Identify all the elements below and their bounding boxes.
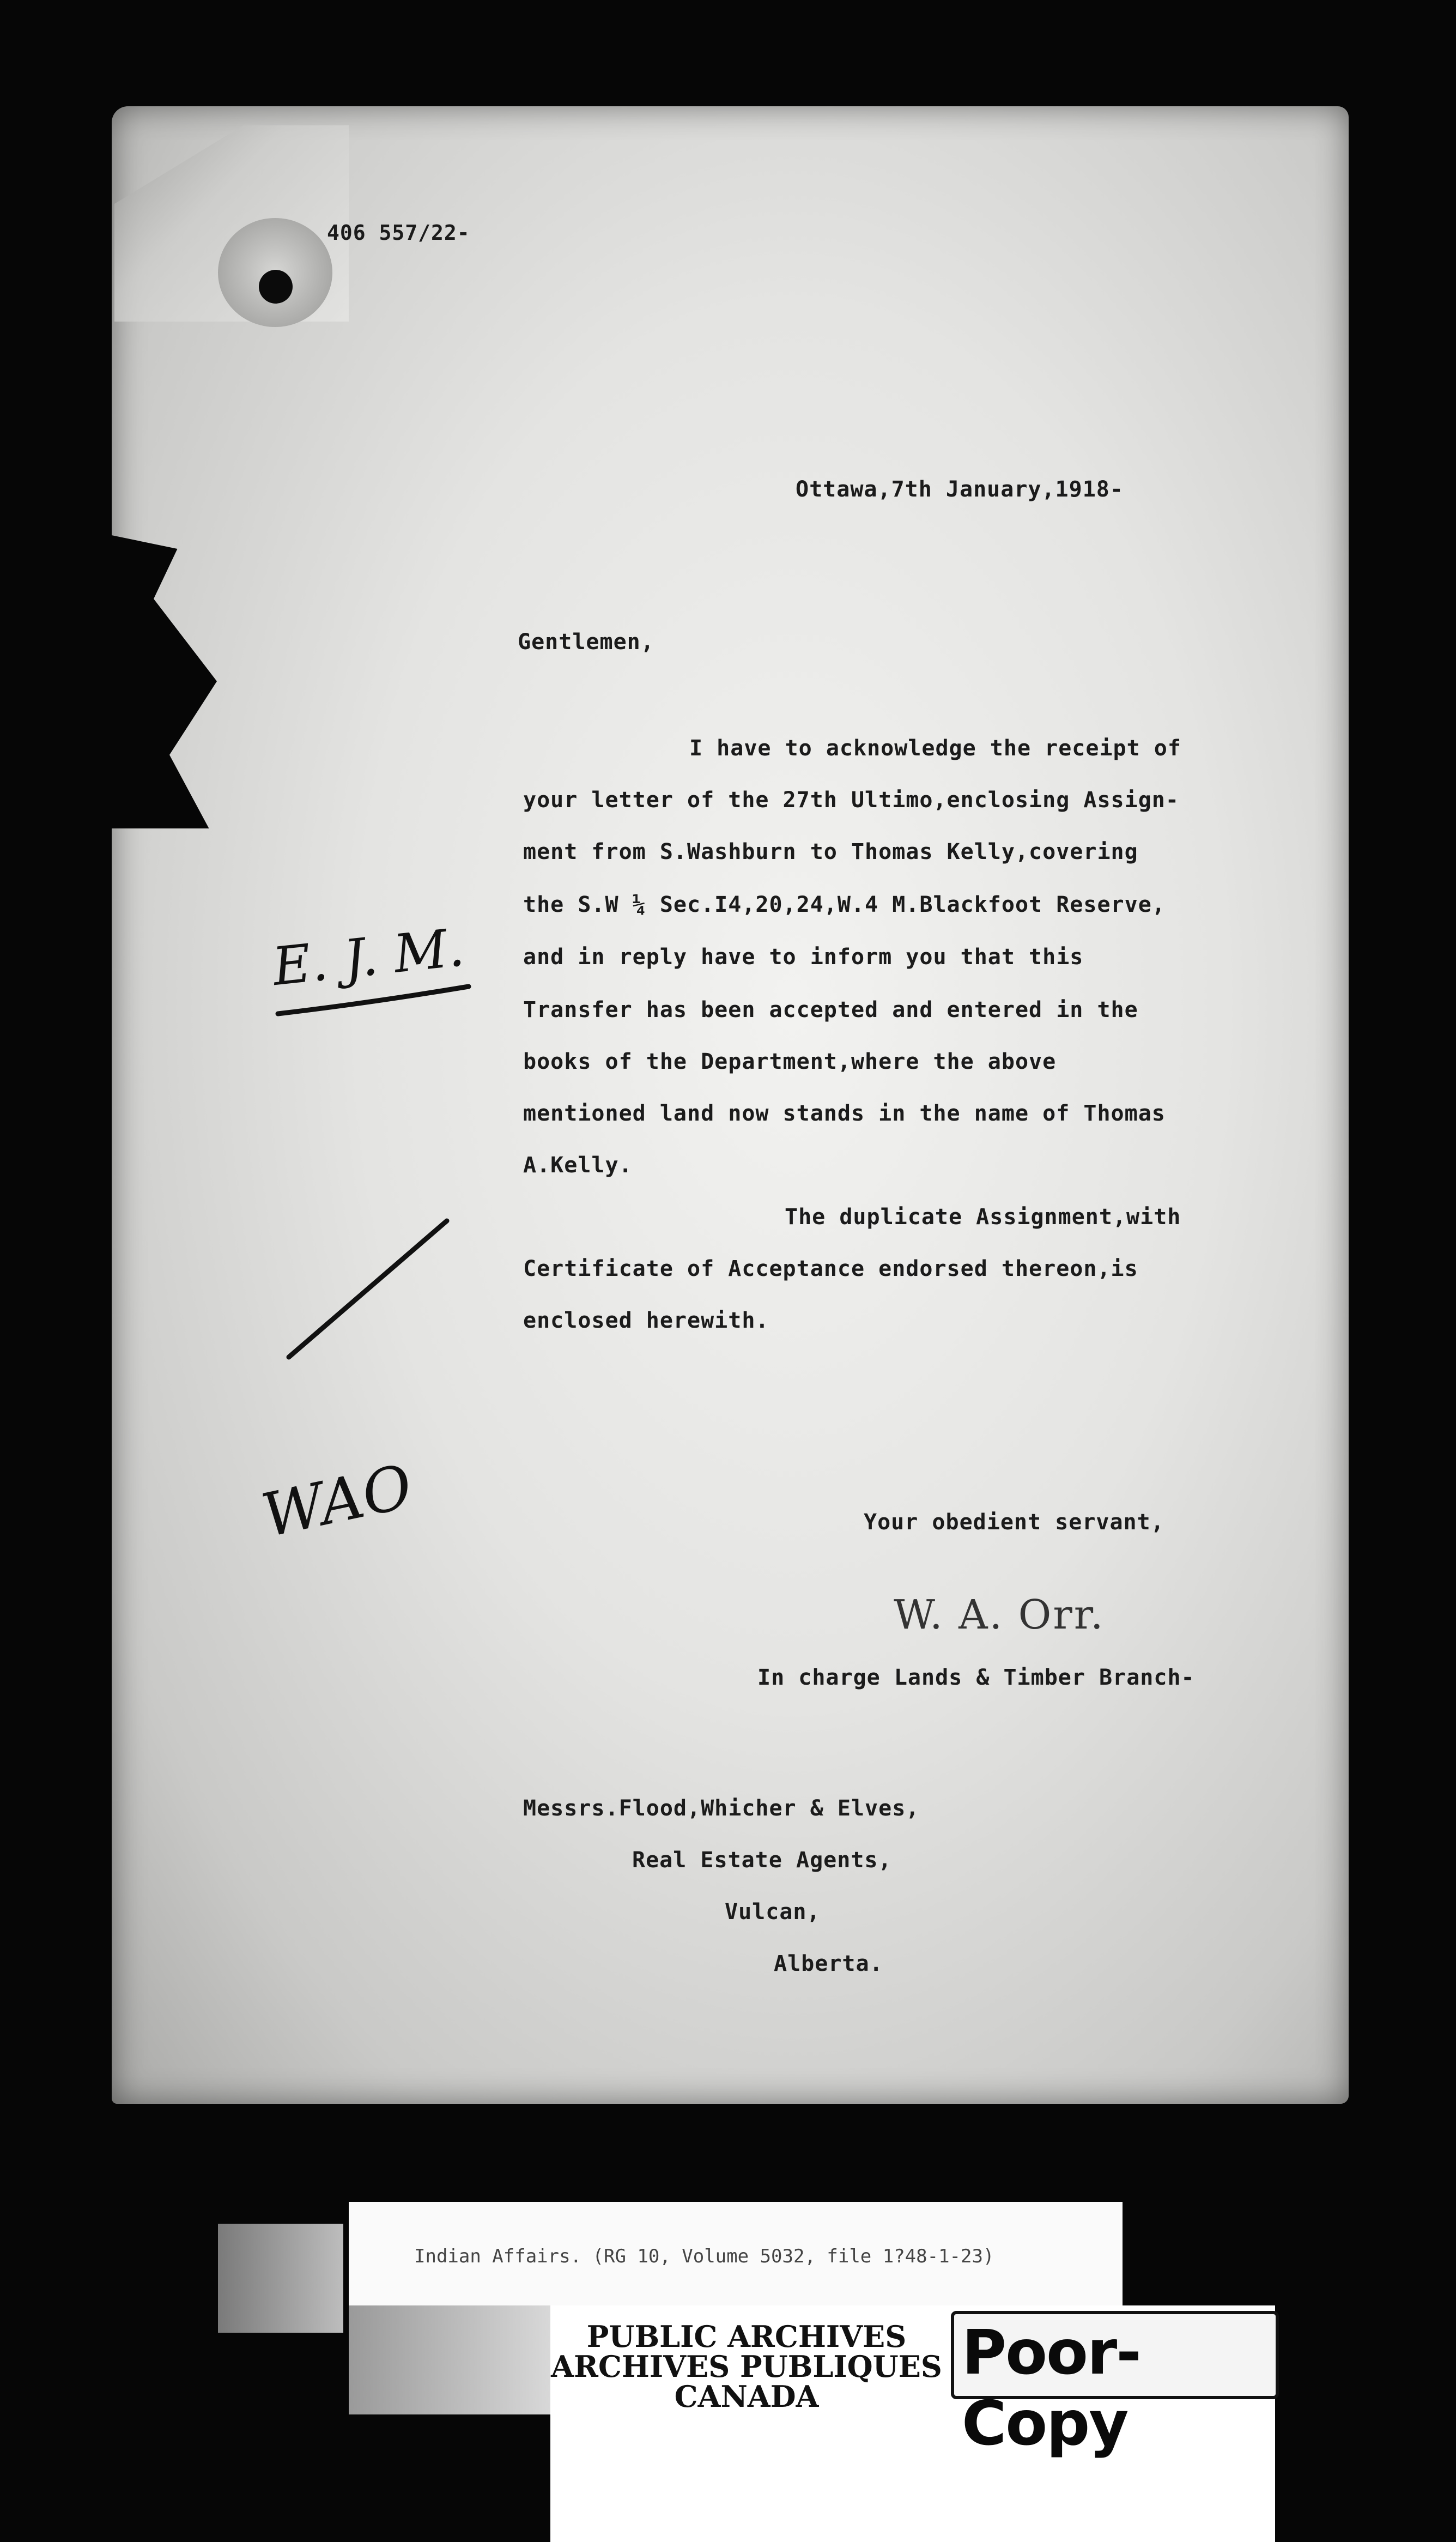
handwritten-monogram: WAO: [256, 1451, 418, 1551]
body-line: Certificate of Acceptance endorsed thereon,is: [523, 1256, 1138, 1281]
body-line: ment from S.Washburn to Thomas Kelly,covering: [523, 839, 1138, 864]
address-line: Vulcan,: [725, 1899, 821, 1924]
punch-hole: [259, 270, 293, 304]
body-line: books of the Department,where the above: [523, 1049, 1057, 1074]
archive-reference: Indian Affairs. (RG 10, Volume 5032, file 1?48-1-23): [414, 2246, 994, 2267]
address-line: Alberta.: [774, 1951, 883, 1976]
body-line: the S.W ¼ Sec.I4,20,24,W.4 M.Blackfoot Reserve,: [523, 892, 1166, 917]
archive-line-3: CANADA: [674, 2379, 819, 2414]
diagonal-stroke: [283, 1215, 458, 1363]
body-line: The duplicate Assignment,with: [785, 1205, 1181, 1230]
body-line: mentioned land now stands in the name of Thomas: [523, 1101, 1166, 1126]
file-reference: 406 557/22-: [327, 221, 470, 245]
address-line: Real Estate Agents,: [632, 1848, 892, 1873]
underline-mark: [272, 981, 480, 1025]
body-line: enclosed herewith.: [523, 1308, 769, 1333]
handwritten-initials: E. J. M.: [270, 916, 467, 998]
address-line: Messrs.Flood,Whicher & Elves,: [523, 1796, 920, 1821]
body-line: Transfer has been accepted and entered in the: [523, 997, 1138, 1022]
signature: W. A. Orr.: [894, 1591, 1105, 1638]
salutation: Gentlemen,: [518, 630, 654, 655]
closing: Your obedient servant,: [864, 1510, 1164, 1535]
poor-copy-text: Poor-Copy: [962, 2317, 1140, 2459]
body-line: your letter of the 27th Ultimo,enclosing Assign-: [523, 788, 1179, 813]
archive-line-2: ARCHIVES PUBLIQUES: [551, 2349, 942, 2384]
body-line: and in reply have to inform you that this: [523, 945, 1084, 970]
scan-artifact: [218, 2224, 343, 2333]
date-line: Ottawa,7th January,1918-: [796, 477, 1124, 502]
signer-title: In charge Lands & Timber Branch-: [757, 1665, 1195, 1690]
body-line: I have to acknowledge the receipt of: [689, 736, 1181, 761]
archive-line-1: PUBLIC ARCHIVES: [586, 2319, 907, 2354]
scan-artifact: [349, 2305, 550, 2414]
poor-copy-stamp: [951, 2311, 1279, 2459]
body-line: A.Kelly.: [523, 1153, 633, 1178]
